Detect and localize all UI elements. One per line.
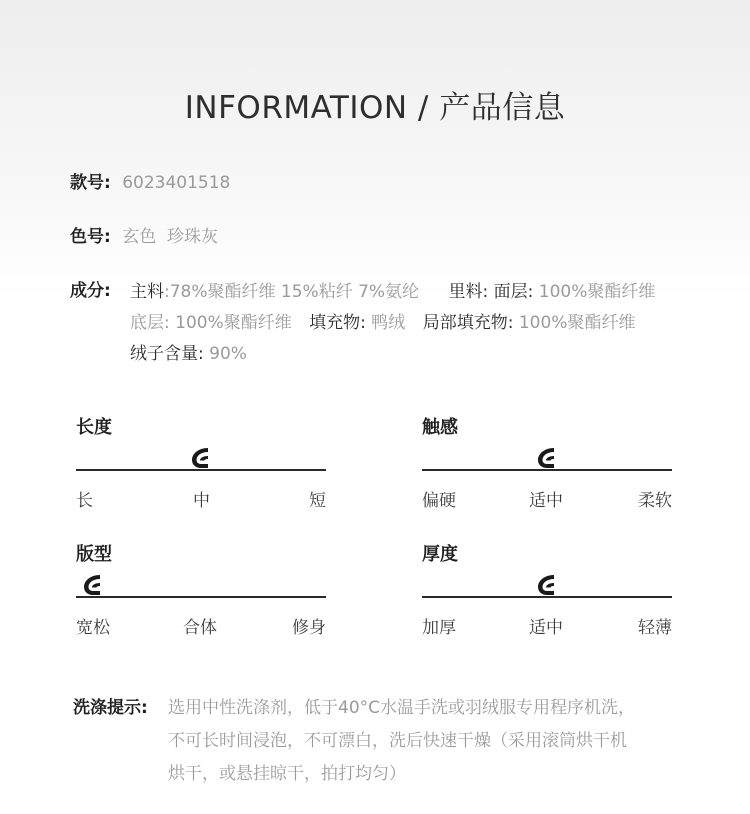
wash-line-3: 烘干，或悬挂晾干，拍打均匀） — [168, 764, 406, 784]
fit-label-right: 修身 — [292, 618, 326, 638]
composition-label: 成分: — [70, 281, 111, 301]
color-label: 色号: — [70, 227, 111, 247]
lining-face-label: 面层: — [493, 282, 534, 302]
thickness-label-right: 轻薄 — [638, 618, 672, 638]
thickness-label-left: 加厚 — [422, 618, 456, 638]
down-content-value: 90% — [209, 344, 247, 364]
main-fabric-value: :78%聚酯纤维 15%粘纤 7%氨纶 — [164, 282, 420, 302]
local-filling-value: 100%聚酯纤维 — [518, 313, 636, 333]
color-row — [70, 226, 218, 248]
feel-scale-title: 触感 — [422, 417, 458, 438]
composition-line-3 — [130, 343, 247, 365]
down-content-label: 绒子含量: — [130, 344, 204, 364]
wash-line-2: 不可长时间浸泡，不可漂白，洗后快速干燥（采用滚筒烘干机 — [168, 731, 627, 751]
feel-label-middle: 适中 — [529, 491, 563, 511]
thickness-scale-title: 厚度 — [422, 544, 458, 565]
main-fabric-label: 主料 — [130, 282, 164, 302]
feel-scale — [422, 413, 672, 523]
fit-scale-line — [76, 596, 326, 598]
local-filling-label: 局部填充物: — [422, 313, 514, 333]
style-number-label: 款号: — [70, 173, 111, 193]
lining-label: 里料: — [448, 282, 489, 302]
feel-label-right: 柔软 — [638, 491, 672, 511]
leaf-marker-icon — [536, 446, 558, 470]
leaf-marker-icon — [82, 573, 104, 597]
leaf-marker-icon — [190, 446, 212, 470]
fit-label-middle: 合体 — [183, 618, 217, 638]
bottom-layer-label: 底层: — [130, 313, 170, 333]
style-number-value: 6023401518 — [122, 173, 231, 193]
feel-label-left: 偏硬 — [422, 491, 456, 511]
filling-label: 填充物: — [309, 313, 366, 333]
thickness-label-middle: 适中 — [529, 618, 563, 638]
wash-text — [168, 692, 728, 791]
composition-label-row — [70, 280, 111, 302]
lining-face-value: 100%聚酯纤维 — [538, 282, 656, 302]
bottom-layer-value: 100%聚酯纤维 — [175, 313, 292, 333]
wash-label: 洗涤提示: — [73, 698, 148, 718]
length-scale — [76, 413, 326, 523]
composition-line-1 — [130, 281, 655, 303]
fit-scale-title: 版型 — [76, 544, 112, 565]
length-label-left: 长 — [76, 491, 93, 511]
color-value: 玄色 珍珠灰 — [122, 227, 219, 247]
thickness-scale — [422, 540, 672, 650]
style-number-row — [70, 172, 230, 194]
length-label-middle: 中 — [193, 491, 210, 511]
fit-scale — [76, 540, 326, 650]
page-title: INFORMATION / 产品信息 — [184, 90, 566, 126]
leaf-marker-icon — [536, 573, 558, 597]
length-label-right: 短 — [309, 491, 326, 511]
length-scale-title: 长度 — [76, 417, 112, 438]
fit-label-left: 宽松 — [76, 618, 110, 638]
wash-line-1: 选用中性洗涤剂，低于40°C水温手洗或羽绒服专用程序机洗， — [168, 698, 636, 718]
composition-line-2 — [130, 312, 635, 334]
filling-value: 鸭绒 — [371, 313, 406, 333]
